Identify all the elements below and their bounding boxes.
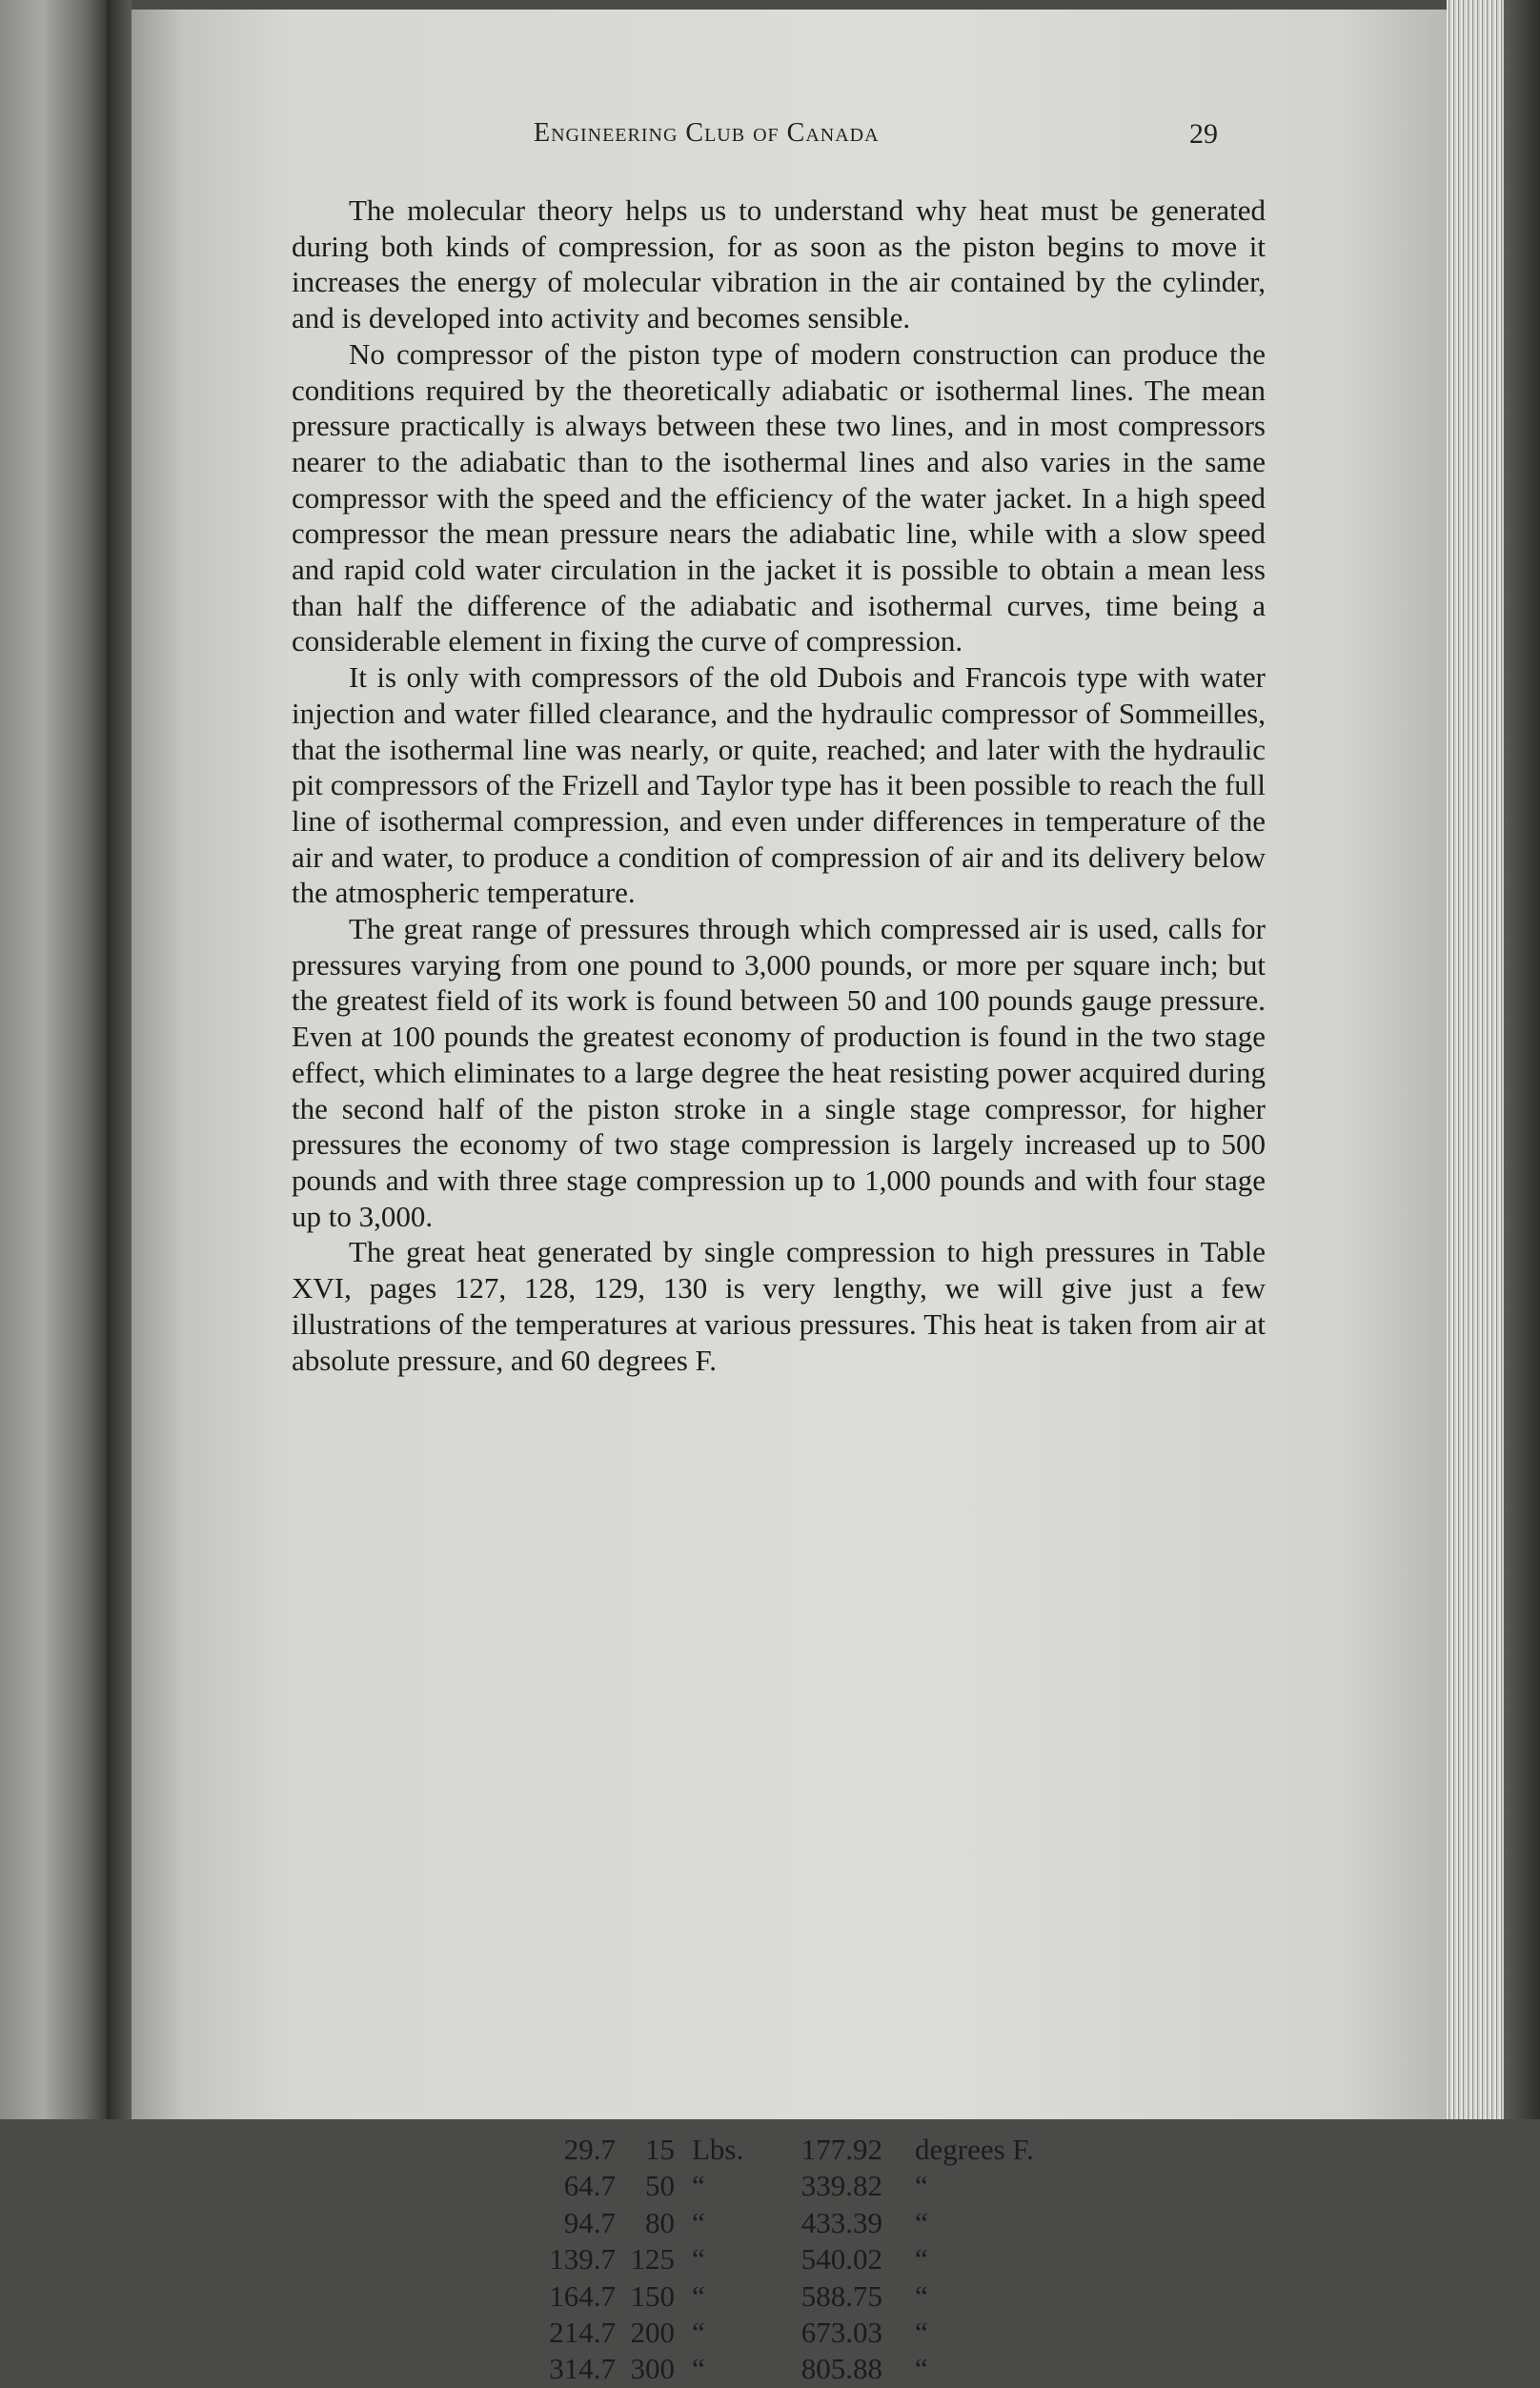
- gauge-pressure-cell: 150: [630, 2278, 675, 2313]
- book-gutter: [107, 0, 132, 2119]
- temperature-cell: 673.03: [800, 2316, 882, 2349]
- degrees-cell: “: [915, 2205, 928, 2239]
- table-row: [511, 2279, 1083, 2316]
- temperature-cell: 433.39: [800, 2205, 882, 2239]
- table-row: [511, 2352, 1083, 2388]
- unit-cell: “: [692, 2278, 705, 2313]
- gauge-pressure-cell: 15: [645, 2133, 675, 2166]
- running-head: Engineering Club of Canada: [534, 118, 880, 148]
- paragraph: It is only with compressors of the old Dubois and Francois type with water injection and water filled clearance, and the hydraulic compressor of Sommeilles, that the isothermal line was nearly, or quite, reached; and later with the hydraulic pit compressors of the Frizell and Taylor type has it been possible to reach the full line of isothermal compression, and even under differences in temperature of the air and water, to produce a condition of compression of air and its delivery below the atmospheric temperature.: [292, 660, 1266, 910]
- gauge-pressure-cell: 50: [645, 2169, 675, 2203]
- table-row: [511, 2169, 1083, 2205]
- degrees-cell: “: [915, 2242, 928, 2277]
- body-text: [292, 192, 1266, 1378]
- temperature-cell: 339.82: [800, 2169, 882, 2203]
- table-row: [511, 2133, 1083, 2169]
- gauge-pressure-cell: 125: [630, 2242, 675, 2277]
- page-number: 29: [1189, 118, 1218, 150]
- unit-cell: “: [692, 2169, 705, 2203]
- unit-cell: “: [692, 2352, 705, 2386]
- previous-page-edge: [0, 0, 107, 2119]
- unit-cell: Lbs.: [692, 2133, 744, 2166]
- page-stack-edges: [1447, 0, 1504, 2119]
- absolute-pressure-cell: 64.7: [563, 2169, 616, 2203]
- gauge-pressure-cell: 300: [630, 2352, 675, 2386]
- absolute-pressure-cell: 214.7: [549, 2316, 616, 2349]
- table-row: [511, 2206, 1083, 2242]
- table-row: [511, 2316, 1083, 2352]
- degrees-cell: “: [915, 2278, 928, 2313]
- gauge-pressure-cell: 80: [645, 2205, 675, 2239]
- absolute-pressure-cell: 29.7: [563, 2133, 616, 2166]
- gauge-pressure-cell: 200: [630, 2316, 675, 2349]
- temperature-cell: 805.88: [800, 2352, 882, 2386]
- absolute-pressure-cell: 139.7: [549, 2242, 616, 2277]
- absolute-pressure-cell: 314.7: [549, 2352, 616, 2386]
- degrees-cell: “: [915, 2352, 928, 2386]
- temperature-cell: 540.02: [800, 2242, 882, 2277]
- degrees-cell: degrees F.: [915, 2133, 1034, 2166]
- degrees-cell: “: [915, 2316, 928, 2349]
- degrees-cell: “: [915, 2169, 928, 2203]
- table-row: [511, 2242, 1083, 2278]
- temperature-cell: 177.92: [800, 2133, 882, 2166]
- absolute-pressure-cell: 164.7: [549, 2278, 616, 2313]
- unit-cell: “: [692, 2316, 705, 2349]
- paragraph: The great range of pressures through which compressed air is used, calls for pressures varying from one pound to 3,000 pounds, or more per square inch; but the greatest field of its work is found between 50 and 100 pounds gauge pressure. Even at 100 pounds the greatest economy of production is found in the two stage effect, which eliminates to a large degree the heat resisting power acquired during the second half of the piston stroke in a single stage compressor, for higher pressures the economy of two stage compression is largely increased up to 500 pounds and with three stage compression up to 1,000 pounds and with four stage up to 3,000.: [292, 912, 1266, 1233]
- unit-cell: “: [692, 2242, 705, 2277]
- paragraph: The great heat generated by single compression to high pressures in Table XVI, pages 127, 128, 129, 130 is very lengthy, we will give just a few illustrations of the temperatures at various pressures. This heat is taken from air at absolute pressure, and 60 degrees F.: [292, 1235, 1266, 1377]
- absolute-pressure-cell: 94.7: [563, 2205, 616, 2239]
- book-edge-shadow: [1504, 0, 1540, 2119]
- unit-cell: “: [692, 2205, 705, 2239]
- paragraph: The molecular theory helps us to understand why heat must be generated during both kinds of compression, for as soon as the piston begins to move it increases the energy of molecular vibration in the air contained by the cylinder, and is developed into activity and becomes sensible.: [292, 193, 1266, 335]
- paragraph: No compressor of the piston type of modern construction can produce the conditions required by the theoretically adiabatic or isothermal lines. The mean pressure practically is always between these two lines, and in most compressors nearer to the adiabatic than to the isothermal lines and also varies in the same compressor with the speed and the efficiency of the water jacket. In a high speed compressor the mean pressure nears the adiabatic line, while with a slow speed and rapid cold water circulation in the jacket it is possible to obtain a mean less than half the difference of the adiabatic and isothermal curves, time being a considerable element in fixing the curve of compression.: [292, 336, 1266, 658]
- temperature-cell: 588.75: [800, 2278, 882, 2313]
